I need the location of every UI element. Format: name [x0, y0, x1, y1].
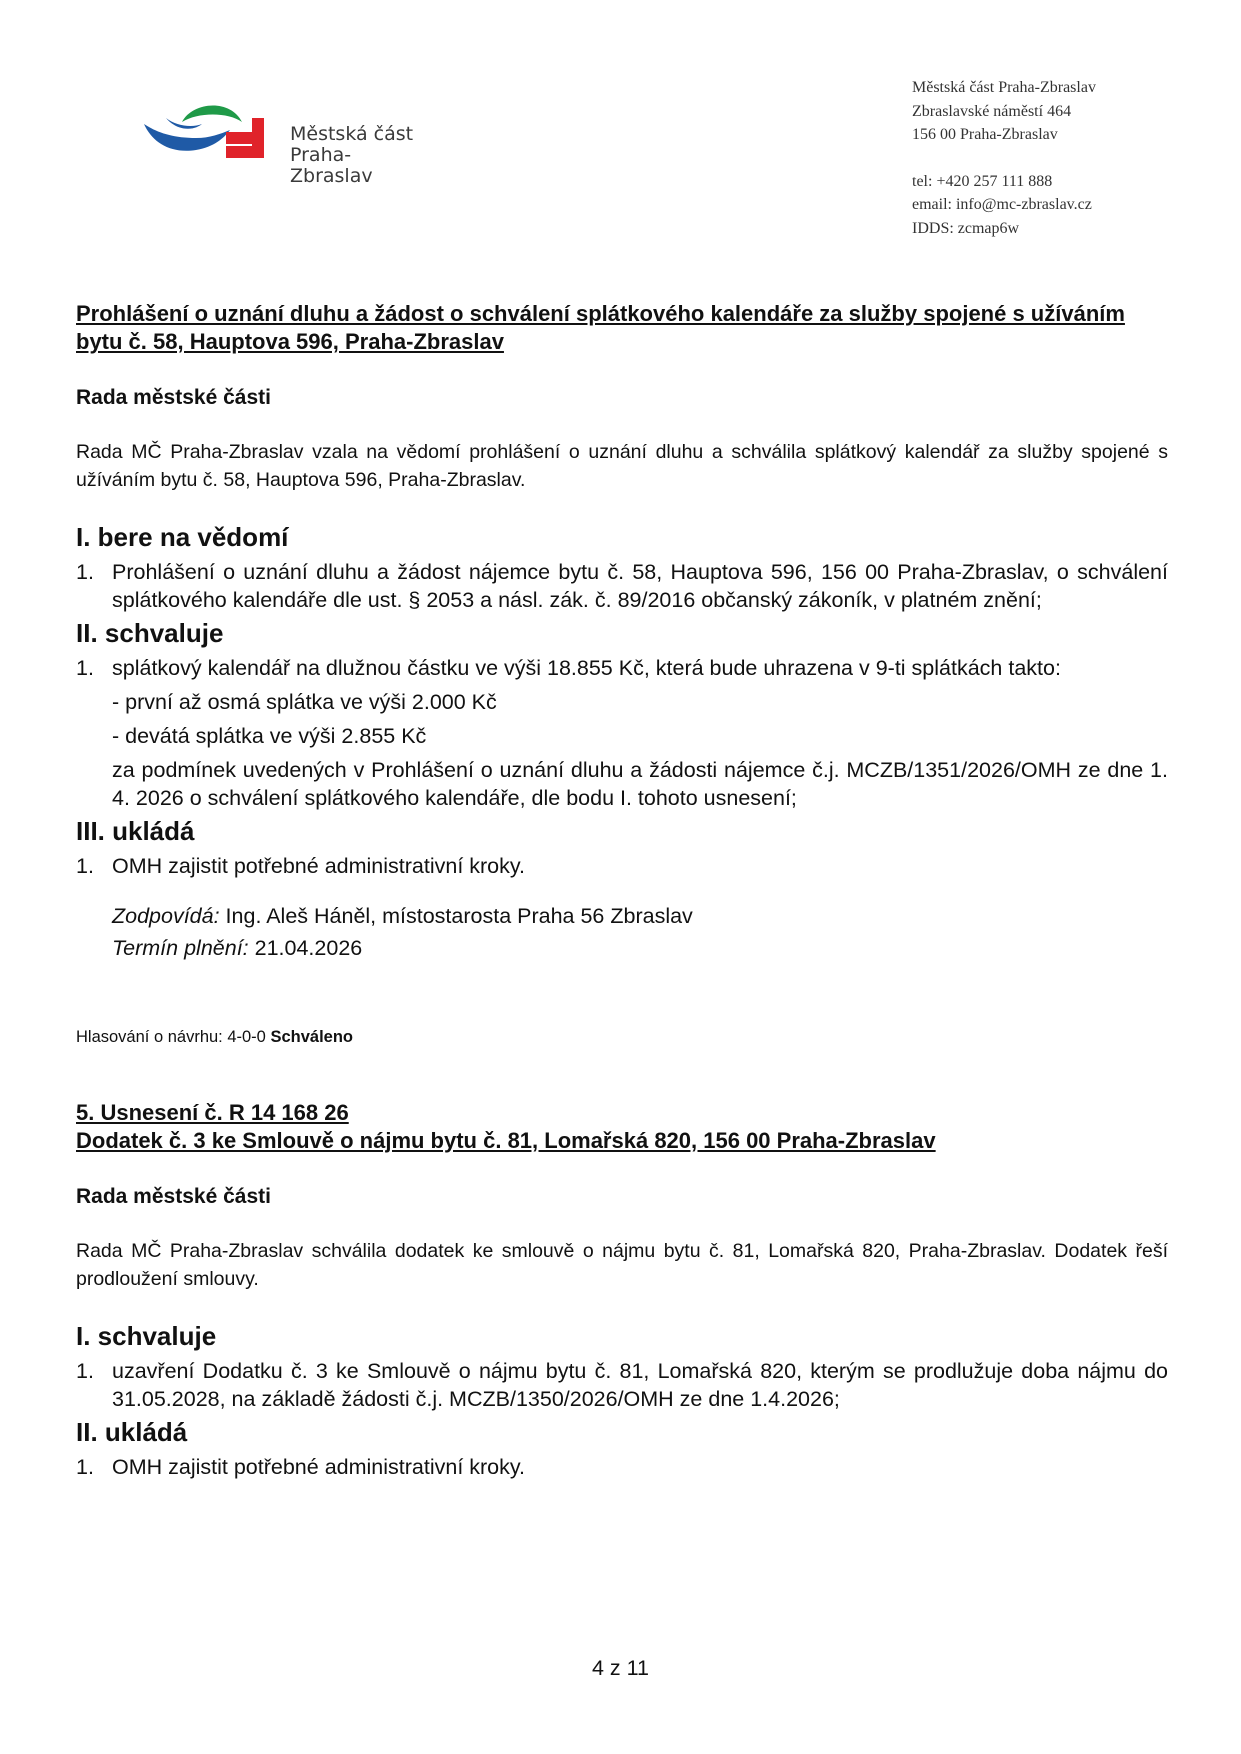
page-number: 4 z 11 [592, 1656, 649, 1680]
logo-line-2: Praha-Zbraslav [290, 144, 373, 187]
deadline-label: Termín plnění: [112, 936, 249, 960]
responsible-value: Ing. Aleš Háněl, místostarosta Praha 56 Zbraslav [219, 904, 693, 928]
item-text: OMH zajistit potřebné administrativní kroky. [112, 854, 526, 878]
list-item [76, 1357, 1168, 1413]
municipality-logo [142, 100, 432, 187]
item-text: splátkový kalendář na dlužnou částku ve výši 18.855 Kč, která bude uhrazena v 9-ti splátkách takto: [112, 656, 1061, 680]
item-number: 1. [76, 1359, 94, 1383]
list-item [76, 852, 1168, 880]
section-uklada: III. ukládá [76, 816, 195, 846]
resolution-4-body-label: Rada městské části [76, 386, 271, 409]
address-line-1: Městská část Praha-Zbraslav [912, 79, 1096, 96]
resolution-5-body-label: Rada městské části [76, 1185, 271, 1208]
list-item [76, 654, 1168, 682]
idds-line: IDDS: zcmap6w [912, 219, 1020, 237]
resolution-4-title: Prohlášení o uznání dluhu a žádost o schválení splátkového kalendáře za služby spojené s užíváním bytu č. 58, Hauptova 596, Praha-Zbraslav [76, 301, 1125, 354]
resolution-4-summary: Rada MČ Praha-Zbraslav vzala na vědomí prohlášení o uznání dluhu a schválila splátkový kalendář za služby spojené s užíváním bytu č. 58, Hauptova 596, Praha-Zbraslav. [76, 441, 1168, 491]
phone-line: tel: +420 257 111 888 [912, 172, 1053, 190]
vote-label: Hlasování o návrhu: 4-0-0 [76, 1028, 271, 1046]
item-text: Prohlášení o uznání dluhu a žádost nájemce bytu č. 58, Hauptova 596, 156 00 Praha-Zbraslav, o schválení splátkového kalendáře dle ust. § 2053 a násl. zák. č. 89/2016 občanský zákoník, v platném znění; [112, 560, 1168, 612]
resolution-5-summary: Rada MČ Praha-Zbraslav schválila dodatek ke smlouvě o nájmu bytu č. 81, Lomařská 820, Praha-Zbraslav. Dodatek řeší prodloužení smlouvy. [76, 1240, 1168, 1290]
section-schvaluje: II. schvaluje [76, 618, 224, 648]
resolution-5-title: Dodatek č. 3 ke Smlouvě o nájmu bytu č. 81, Lomařská 820, 156 00 Praha-Zbraslav [76, 1128, 936, 1153]
item-number: 1. [76, 656, 94, 680]
email-line: email: info@mc-zbraslav.cz [912, 196, 1092, 213]
vote-outcome: Schváleno [270, 1028, 353, 1046]
section-bere-na-vedomi: I. bere na vědomí [76, 522, 289, 552]
logo-emblem-icon [142, 100, 282, 170]
logo-line-1: Městská část [290, 123, 414, 145]
deadline-value: 21.04.2026 [248, 936, 363, 960]
section-schvaluje: I. schvaluje [76, 1321, 217, 1351]
responsible-label: Zodpovídá: [112, 904, 220, 928]
installment-line-1: - první až osmá splátka ve výši 2.000 Kč [112, 690, 497, 714]
conditions-text: za podmínek uvedených v Prohlášení o uznání dluhu a žádosti nájemce č.j. MCZB/1351/2026/OMH ze dne 1. 4. 2026 o schválení splátkového kalendáře, dle bodu I. tohoto usnesení; [112, 758, 1168, 810]
responsibility-block [76, 900, 1168, 964]
document-body [76, 300, 1168, 1481]
resolution-5-number: 5. Usnesení č. R 14 168 26 [76, 1100, 349, 1125]
voting-result [76, 1028, 1168, 1047]
address-line-2: Zbraslavské náměstí 464 [912, 102, 1072, 120]
item-text: OMH zajistit potřebné administrativní kroky. [112, 1455, 526, 1479]
list-item [76, 558, 1168, 614]
address-line-3: 156 00 Praha-Zbraslav [912, 126, 1058, 143]
office-address [912, 76, 1096, 240]
section-uklada: II. ukládá [76, 1417, 188, 1447]
item-number: 1. [76, 854, 94, 878]
installment-line-2: - devátá splátka ve výši 2.855 Kč [112, 724, 427, 748]
item-text: uzavření Dodatku č. 3 ke Smlouvě o nájmu bytu č. 81, Lomařská 820, kterým se prodlužuje doba nájmu do 31.05.2028, na základě žádosti č.j. MCZB/1350/2026/OMH ze dne 1.4.2026; [112, 1359, 1168, 1411]
item-number: 1. [76, 1455, 94, 1479]
item-number: 1. [76, 560, 94, 584]
list-item [76, 1453, 1168, 1481]
